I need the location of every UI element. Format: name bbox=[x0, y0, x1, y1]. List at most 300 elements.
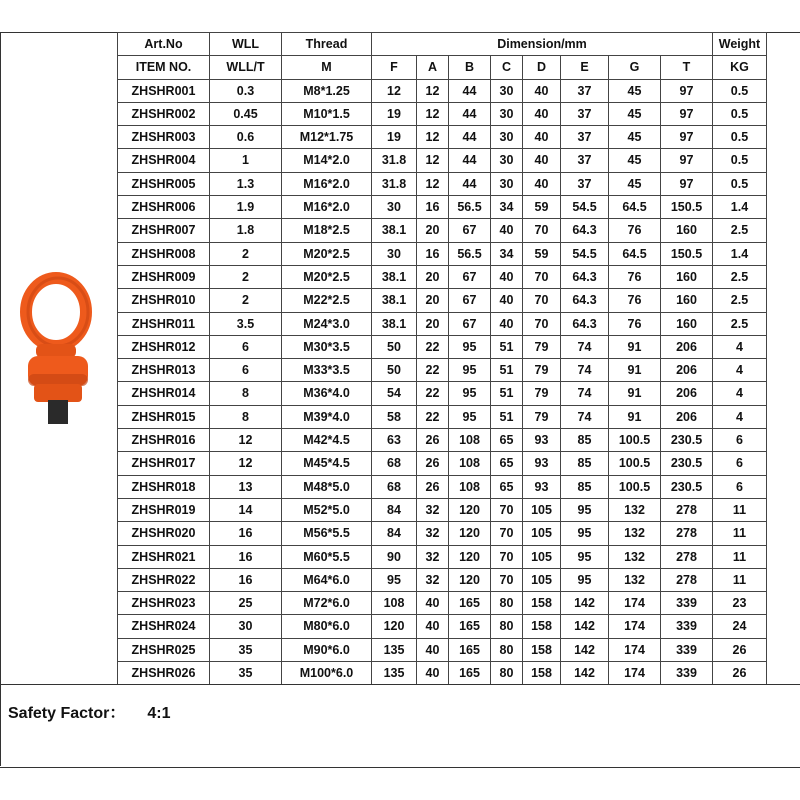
cell-g: 76 bbox=[609, 289, 661, 312]
cell-wll: 0.3 bbox=[210, 79, 282, 102]
cell-c: 80 bbox=[491, 638, 523, 661]
cell-g: 174 bbox=[609, 615, 661, 638]
cell-item-no: ZHSHR015 bbox=[118, 405, 210, 428]
cell-t: 97 bbox=[661, 126, 713, 149]
cell-e: 95 bbox=[561, 545, 609, 568]
cell-a: 40 bbox=[417, 662, 449, 685]
cell-kg: 0.5 bbox=[713, 172, 767, 195]
cell-b: 95 bbox=[449, 359, 491, 382]
table-row bbox=[118, 568, 767, 591]
table-row bbox=[118, 242, 767, 265]
cell-a: 20 bbox=[417, 265, 449, 288]
cell-e: 74 bbox=[561, 405, 609, 428]
cell-f: 58 bbox=[372, 405, 417, 428]
cell-e: 142 bbox=[561, 615, 609, 638]
cell-thread: M90*6.0 bbox=[282, 638, 372, 661]
cell-e: 142 bbox=[561, 638, 609, 661]
cell-c: 51 bbox=[491, 359, 523, 382]
cell-thread: M100*6.0 bbox=[282, 662, 372, 685]
cell-c: 70 bbox=[491, 568, 523, 591]
cell-wll: 3.5 bbox=[210, 312, 282, 335]
cell-t: 230.5 bbox=[661, 452, 713, 475]
cell-wll: 6 bbox=[210, 335, 282, 358]
cell-a: 22 bbox=[417, 359, 449, 382]
table-row bbox=[118, 452, 767, 475]
cell-item-no: ZHSHR005 bbox=[118, 172, 210, 195]
cell-d: 93 bbox=[523, 475, 561, 498]
cell-kg: 2.5 bbox=[713, 219, 767, 242]
table-row bbox=[118, 429, 767, 452]
cell-b: 108 bbox=[449, 429, 491, 452]
cell-f: 90 bbox=[372, 545, 417, 568]
cell-t: 206 bbox=[661, 335, 713, 358]
cell-e: 64.3 bbox=[561, 265, 609, 288]
cell-item-no: ZHSHR007 bbox=[118, 219, 210, 242]
cell-f: 31.8 bbox=[372, 149, 417, 172]
cell-kg: 0.5 bbox=[713, 126, 767, 149]
cell-e: 37 bbox=[561, 102, 609, 125]
cell-thread: M42*4.5 bbox=[282, 429, 372, 452]
cell-kg: 4 bbox=[713, 335, 767, 358]
cell-kg: 6 bbox=[713, 475, 767, 498]
cell-c: 70 bbox=[491, 498, 523, 521]
cell-f: 68 bbox=[372, 475, 417, 498]
cell-f: 31.8 bbox=[372, 172, 417, 195]
cell-b: 44 bbox=[449, 172, 491, 195]
table-row bbox=[118, 196, 767, 219]
cell-item-no: ZHSHR022 bbox=[118, 568, 210, 591]
cell-wll: 8 bbox=[210, 382, 282, 405]
cell-item-no: ZHSHR021 bbox=[118, 545, 210, 568]
cell-b: 165 bbox=[449, 592, 491, 615]
header-a: A bbox=[417, 56, 449, 79]
cell-g: 132 bbox=[609, 545, 661, 568]
table-row bbox=[118, 79, 767, 102]
cell-wll: 2 bbox=[210, 242, 282, 265]
cell-item-no: ZHSHR016 bbox=[118, 429, 210, 452]
cell-a: 26 bbox=[417, 475, 449, 498]
cell-thread: M20*2.5 bbox=[282, 242, 372, 265]
cell-t: 97 bbox=[661, 172, 713, 195]
cell-d: 93 bbox=[523, 452, 561, 475]
cell-wll: 12 bbox=[210, 452, 282, 475]
cell-d: 158 bbox=[523, 615, 561, 638]
cell-g: 91 bbox=[609, 405, 661, 428]
cell-t: 339 bbox=[661, 638, 713, 661]
safety-factor-value: 4:1 bbox=[147, 705, 171, 722]
table-row bbox=[118, 638, 767, 661]
header-g: G bbox=[609, 56, 661, 79]
cell-c: 51 bbox=[491, 382, 523, 405]
cell-t: 230.5 bbox=[661, 429, 713, 452]
cell-item-no: ZHSHR006 bbox=[118, 196, 210, 219]
table-row bbox=[118, 335, 767, 358]
cell-f: 19 bbox=[372, 126, 417, 149]
cell-wll: 25 bbox=[210, 592, 282, 615]
cell-f: 84 bbox=[372, 498, 417, 521]
cell-d: 158 bbox=[523, 638, 561, 661]
header-c: C bbox=[491, 56, 523, 79]
cell-a: 22 bbox=[417, 405, 449, 428]
cell-kg: 23 bbox=[713, 592, 767, 615]
cell-b: 56.5 bbox=[449, 196, 491, 219]
cell-f: 50 bbox=[372, 335, 417, 358]
cell-item-no: ZHSHR019 bbox=[118, 498, 210, 521]
cell-g: 45 bbox=[609, 172, 661, 195]
cell-f: 68 bbox=[372, 452, 417, 475]
table-row bbox=[118, 405, 767, 428]
cell-t: 206 bbox=[661, 359, 713, 382]
header-row-2 bbox=[118, 56, 767, 79]
cell-c: 80 bbox=[491, 662, 523, 685]
cell-e: 85 bbox=[561, 429, 609, 452]
cell-thread: M8*1.25 bbox=[282, 79, 372, 102]
cell-b: 44 bbox=[449, 126, 491, 149]
cell-b: 67 bbox=[449, 265, 491, 288]
cell-item-no: ZHSHR008 bbox=[118, 242, 210, 265]
table-row bbox=[118, 615, 767, 638]
cell-d: 105 bbox=[523, 568, 561, 591]
cell-a: 12 bbox=[417, 102, 449, 125]
cell-wll: 35 bbox=[210, 662, 282, 685]
cell-g: 174 bbox=[609, 638, 661, 661]
cell-wll: 35 bbox=[210, 638, 282, 661]
cell-wll: 13 bbox=[210, 475, 282, 498]
cell-t: 97 bbox=[661, 102, 713, 125]
cell-a: 40 bbox=[417, 615, 449, 638]
header-weight: Weight bbox=[713, 33, 767, 56]
cell-a: 20 bbox=[417, 312, 449, 335]
cell-a: 20 bbox=[417, 219, 449, 242]
cell-a: 12 bbox=[417, 79, 449, 102]
cell-c: 80 bbox=[491, 592, 523, 615]
cell-g: 100.5 bbox=[609, 429, 661, 452]
cell-thread: M60*5.5 bbox=[282, 545, 372, 568]
cell-f: 135 bbox=[372, 638, 417, 661]
cell-e: 85 bbox=[561, 475, 609, 498]
cell-b: 108 bbox=[449, 452, 491, 475]
cell-d: 40 bbox=[523, 126, 561, 149]
cell-item-no: ZHSHR026 bbox=[118, 662, 210, 685]
cell-kg: 0.5 bbox=[713, 149, 767, 172]
table-row bbox=[118, 592, 767, 615]
table-row bbox=[118, 498, 767, 521]
cell-thread: M14*2.0 bbox=[282, 149, 372, 172]
cell-e: 95 bbox=[561, 522, 609, 545]
cell-d: 70 bbox=[523, 289, 561, 312]
table-row bbox=[118, 149, 767, 172]
header-d: D bbox=[523, 56, 561, 79]
cell-f: 38.1 bbox=[372, 289, 417, 312]
cell-e: 37 bbox=[561, 149, 609, 172]
hoist-ring-base bbox=[34, 384, 82, 402]
cell-f: 120 bbox=[372, 615, 417, 638]
cell-thread: M30*3.5 bbox=[282, 335, 372, 358]
cell-d: 79 bbox=[523, 382, 561, 405]
cell-d: 105 bbox=[523, 545, 561, 568]
cell-g: 64.5 bbox=[609, 242, 661, 265]
cell-a: 32 bbox=[417, 522, 449, 545]
table-row bbox=[118, 382, 767, 405]
cell-c: 51 bbox=[491, 405, 523, 428]
cell-e: 95 bbox=[561, 568, 609, 591]
cell-wll: 1.8 bbox=[210, 219, 282, 242]
table-row bbox=[118, 265, 767, 288]
cell-a: 22 bbox=[417, 382, 449, 405]
cell-c: 30 bbox=[491, 172, 523, 195]
cell-c: 65 bbox=[491, 452, 523, 475]
table-row bbox=[118, 126, 767, 149]
cell-g: 45 bbox=[609, 79, 661, 102]
cell-b: 44 bbox=[449, 149, 491, 172]
cell-b: 67 bbox=[449, 312, 491, 335]
header-b: B bbox=[449, 56, 491, 79]
cell-d: 70 bbox=[523, 219, 561, 242]
cell-c: 40 bbox=[491, 312, 523, 335]
cell-g: 174 bbox=[609, 592, 661, 615]
cell-g: 76 bbox=[609, 312, 661, 335]
cell-d: 79 bbox=[523, 335, 561, 358]
table-row bbox=[118, 522, 767, 545]
cell-t: 230.5 bbox=[661, 475, 713, 498]
cell-kg: 1.4 bbox=[713, 196, 767, 219]
cell-item-no: ZHSHR024 bbox=[118, 615, 210, 638]
header-thread: M bbox=[282, 56, 372, 79]
cell-c: 51 bbox=[491, 335, 523, 358]
safety-factor bbox=[8, 700, 171, 723]
cell-f: 19 bbox=[372, 102, 417, 125]
cell-item-no: ZHSHR013 bbox=[118, 359, 210, 382]
cell-c: 34 bbox=[491, 196, 523, 219]
header-item-no: ITEM NO. bbox=[118, 56, 210, 79]
table-row bbox=[118, 289, 767, 312]
cell-t: 278 bbox=[661, 545, 713, 568]
cell-d: 40 bbox=[523, 172, 561, 195]
cell-item-no: ZHSHR023 bbox=[118, 592, 210, 615]
cell-b: 44 bbox=[449, 79, 491, 102]
cell-a: 16 bbox=[417, 242, 449, 265]
cell-e: 54.5 bbox=[561, 242, 609, 265]
cell-item-no: ZHSHR011 bbox=[118, 312, 210, 335]
cell-wll: 16 bbox=[210, 522, 282, 545]
cell-t: 160 bbox=[661, 219, 713, 242]
table-row bbox=[118, 545, 767, 568]
cell-d: 59 bbox=[523, 242, 561, 265]
cell-kg: 24 bbox=[713, 615, 767, 638]
cell-g: 91 bbox=[609, 382, 661, 405]
cell-f: 38.1 bbox=[372, 265, 417, 288]
cell-d: 158 bbox=[523, 592, 561, 615]
cell-c: 40 bbox=[491, 219, 523, 242]
cell-d: 79 bbox=[523, 405, 561, 428]
cell-g: 45 bbox=[609, 149, 661, 172]
cell-wll: 30 bbox=[210, 615, 282, 638]
cell-f: 30 bbox=[372, 242, 417, 265]
cell-b: 67 bbox=[449, 219, 491, 242]
cell-kg: 11 bbox=[713, 568, 767, 591]
cell-e: 142 bbox=[561, 662, 609, 685]
cell-item-no: ZHSHR017 bbox=[118, 452, 210, 475]
cell-kg: 1.4 bbox=[713, 242, 767, 265]
cell-thread: M72*6.0 bbox=[282, 592, 372, 615]
cell-g: 76 bbox=[609, 219, 661, 242]
cell-t: 339 bbox=[661, 662, 713, 685]
header-kg: KG bbox=[713, 56, 767, 79]
cell-g: 132 bbox=[609, 568, 661, 591]
cell-b: 120 bbox=[449, 568, 491, 591]
cell-e: 37 bbox=[561, 126, 609, 149]
cell-e: 142 bbox=[561, 592, 609, 615]
cell-t: 206 bbox=[661, 382, 713, 405]
hoist-ring-pin bbox=[36, 344, 76, 358]
cell-t: 339 bbox=[661, 592, 713, 615]
header-row-1 bbox=[118, 33, 767, 56]
cell-thread: M24*3.0 bbox=[282, 312, 372, 335]
cell-t: 206 bbox=[661, 405, 713, 428]
cell-item-no: ZHSHR020 bbox=[118, 522, 210, 545]
cell-wll: 14 bbox=[210, 498, 282, 521]
cell-f: 50 bbox=[372, 359, 417, 382]
cell-kg: 6 bbox=[713, 429, 767, 452]
cell-thread: M48*5.0 bbox=[282, 475, 372, 498]
cell-thread: M10*1.5 bbox=[282, 102, 372, 125]
cell-e: 64.3 bbox=[561, 219, 609, 242]
cell-d: 105 bbox=[523, 498, 561, 521]
footer-divider bbox=[0, 684, 800, 685]
cell-wll: 1.9 bbox=[210, 196, 282, 219]
cell-thread: M36*4.0 bbox=[282, 382, 372, 405]
cell-wll: 0.45 bbox=[210, 102, 282, 125]
cell-kg: 26 bbox=[713, 662, 767, 685]
cell-thread: M33*3.5 bbox=[282, 359, 372, 382]
cell-b: 108 bbox=[449, 475, 491, 498]
cell-f: 38.1 bbox=[372, 312, 417, 335]
cell-e: 64.3 bbox=[561, 289, 609, 312]
cell-a: 32 bbox=[417, 545, 449, 568]
cell-item-no: ZHSHR012 bbox=[118, 335, 210, 358]
cell-a: 22 bbox=[417, 335, 449, 358]
cell-kg: 0.5 bbox=[713, 79, 767, 102]
cell-item-no: ZHSHR010 bbox=[118, 289, 210, 312]
cell-t: 97 bbox=[661, 149, 713, 172]
hoist-ring-bolt bbox=[48, 400, 68, 424]
cell-t: 150.5 bbox=[661, 196, 713, 219]
cell-f: 54 bbox=[372, 382, 417, 405]
cell-a: 26 bbox=[417, 452, 449, 475]
cell-g: 100.5 bbox=[609, 475, 661, 498]
cell-kg: 2.5 bbox=[713, 312, 767, 335]
hoist-ring-loop-shade bbox=[28, 278, 88, 346]
cell-e: 54.5 bbox=[561, 196, 609, 219]
spec-table bbox=[117, 32, 767, 685]
cell-a: 12 bbox=[417, 126, 449, 149]
cell-b: 165 bbox=[449, 638, 491, 661]
cell-a: 26 bbox=[417, 429, 449, 452]
cell-item-no: ZHSHR018 bbox=[118, 475, 210, 498]
cell-a: 40 bbox=[417, 638, 449, 661]
cell-t: 160 bbox=[661, 265, 713, 288]
cell-b: 56.5 bbox=[449, 242, 491, 265]
cell-thread: M52*5.0 bbox=[282, 498, 372, 521]
cell-d: 40 bbox=[523, 149, 561, 172]
cell-wll: 2 bbox=[210, 289, 282, 312]
cell-f: 108 bbox=[372, 592, 417, 615]
cell-e: 95 bbox=[561, 498, 609, 521]
cell-b: 165 bbox=[449, 615, 491, 638]
cell-thread: M39*4.0 bbox=[282, 405, 372, 428]
cell-kg: 11 bbox=[713, 498, 767, 521]
cell-wll: 0.6 bbox=[210, 126, 282, 149]
cell-wll: 1 bbox=[210, 149, 282, 172]
cell-kg: 2.5 bbox=[713, 265, 767, 288]
cell-t: 150.5 bbox=[661, 242, 713, 265]
cell-e: 37 bbox=[561, 79, 609, 102]
cell-thread: M45*4.5 bbox=[282, 452, 372, 475]
cell-item-no: ZHSHR001 bbox=[118, 79, 210, 102]
cell-thread: M18*2.5 bbox=[282, 219, 372, 242]
cell-wll: 2 bbox=[210, 265, 282, 288]
cell-kg: 11 bbox=[713, 545, 767, 568]
cell-kg: 26 bbox=[713, 638, 767, 661]
table-row bbox=[118, 359, 767, 382]
cell-c: 80 bbox=[491, 615, 523, 638]
cell-t: 339 bbox=[661, 615, 713, 638]
cell-c: 30 bbox=[491, 149, 523, 172]
cell-c: 70 bbox=[491, 522, 523, 545]
cell-item-no: ZHSHR004 bbox=[118, 149, 210, 172]
cell-a: 40 bbox=[417, 592, 449, 615]
cell-b: 95 bbox=[449, 382, 491, 405]
cell-t: 278 bbox=[661, 498, 713, 521]
cell-f: 30 bbox=[372, 196, 417, 219]
cell-b: 120 bbox=[449, 545, 491, 568]
cell-t: 278 bbox=[661, 522, 713, 545]
header-f: F bbox=[372, 56, 417, 79]
cell-kg: 2.5 bbox=[713, 289, 767, 312]
cell-kg: 6 bbox=[713, 452, 767, 475]
swivel-hoist-ring-image bbox=[10, 270, 114, 430]
header-wll: WLL bbox=[210, 33, 282, 56]
cell-item-no: ZHSHR025 bbox=[118, 638, 210, 661]
cell-g: 64.5 bbox=[609, 196, 661, 219]
cell-g: 45 bbox=[609, 126, 661, 149]
cell-c: 40 bbox=[491, 289, 523, 312]
cell-t: 160 bbox=[661, 289, 713, 312]
cell-f: 12 bbox=[372, 79, 417, 102]
safety-factor-label: Safety Factor： bbox=[8, 705, 126, 722]
header-thread: Thread bbox=[282, 33, 372, 56]
cell-f: 95 bbox=[372, 568, 417, 591]
cell-a: 20 bbox=[417, 289, 449, 312]
cell-kg: 11 bbox=[713, 522, 767, 545]
cell-b: 95 bbox=[449, 335, 491, 358]
cell-f: 63 bbox=[372, 429, 417, 452]
cell-thread: M64*6.0 bbox=[282, 568, 372, 591]
cell-item-no: ZHSHR003 bbox=[118, 126, 210, 149]
cell-wll: 16 bbox=[210, 568, 282, 591]
cell-item-no: ZHSHR009 bbox=[118, 265, 210, 288]
cell-kg: 0.5 bbox=[713, 102, 767, 125]
cell-wll: 1.3 bbox=[210, 172, 282, 195]
header-art-no: Art.No bbox=[118, 33, 210, 56]
cell-b: 95 bbox=[449, 405, 491, 428]
cell-c: 65 bbox=[491, 475, 523, 498]
cell-wll: 6 bbox=[210, 359, 282, 382]
cell-d: 93 bbox=[523, 429, 561, 452]
cell-c: 70 bbox=[491, 545, 523, 568]
cell-c: 34 bbox=[491, 242, 523, 265]
cell-g: 76 bbox=[609, 265, 661, 288]
